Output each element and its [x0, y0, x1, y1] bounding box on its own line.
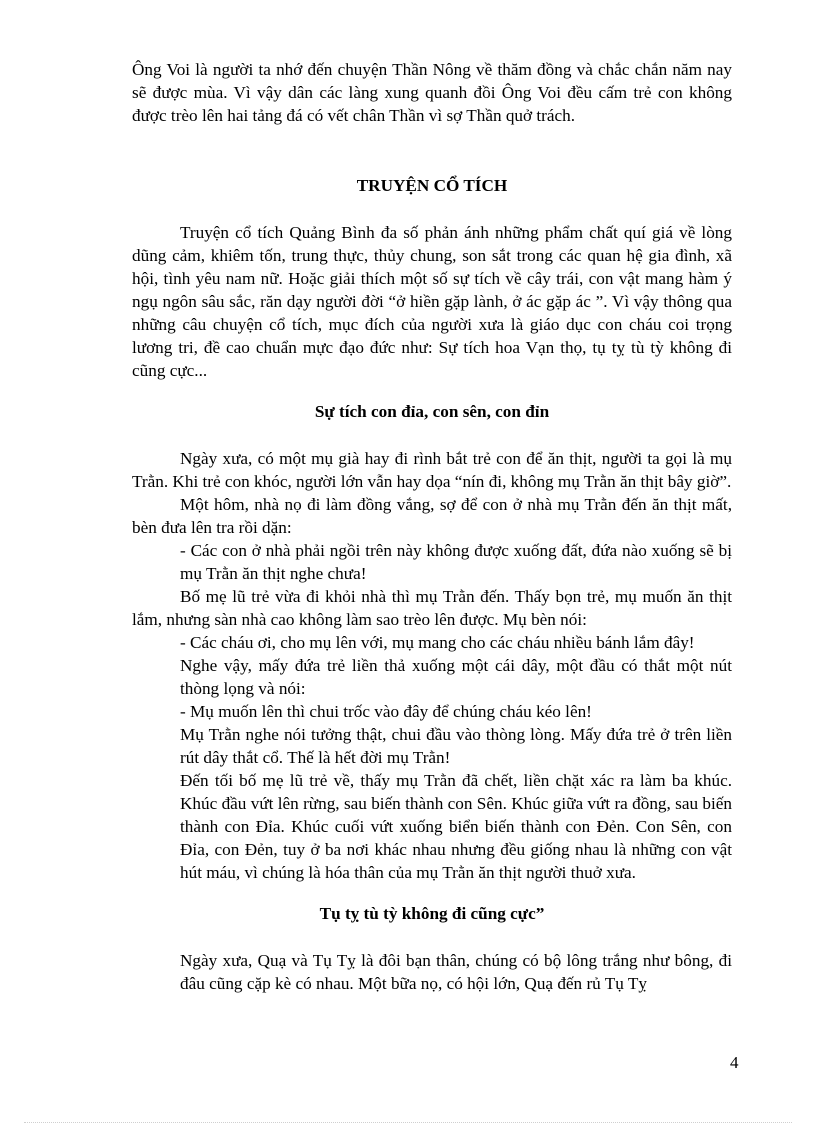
story1-paragraph-2: Một hôm, nhà nọ đi làm đồng vắng, sợ để con ở nhà mụ Trằn đến ăn thịt mất, bèn đưa lên tra rồi dặn: [132, 495, 732, 537]
story-title-2: Tụ tỵ tù tỳ không đi cũng cực” [319, 904, 545, 923]
story1-paragraph-4: Nghe vậy, mấy đứa trẻ liền thả xuống một cái dây, một đầu có thắt một nút thòng lọng và nói: [180, 656, 732, 698]
story1-dialog-1: - Các con ở nhà phải ngồi trên này không được xuống đất, đứa nào xuống sẽ bị mụ Trằn ăn thịt nghe chưa! [180, 541, 732, 583]
story2-paragraph-1: Ngày xưa, Quạ và Tụ Tỵ là đôi bạn thân, chúng có bộ lông trắng như bông, đi đâu cũng cặp kè có nhau. Một bữa nọ, có hội lớn, Quạ đến rủ Tụ Tỵ [180, 951, 732, 993]
intro-paragraph: Ông Voi là người ta nhớ đến chuyện Thần Nông về thăm đồng và chắc chắn năm nay sẽ được mùa. Vì vậy dân các làng xung quanh đồi Ông Voi đều cấm trẻ con không được trèo lên hai tảng đá có vết chân Thần vì sợ Thần quở trách. [132, 60, 732, 125]
story1-paragraph-3: Bố mẹ lũ trẻ vừa đi khỏi nhà thì mụ Trằn đến. Thấy bọn trẻ, mụ muốn ăn thịt lắm, nhưng sàn nhà cao không làm sao trèo lên được. Mụ bèn nói: [132, 587, 732, 629]
story1-dialog-2: - Các cháu ơi, cho mụ lên với, mụ mang cho các cháu nhiều bánh lắm đây! [180, 633, 695, 652]
page-number: 4 [730, 1053, 739, 1072]
story1-paragraph-6: Đến tối bố mẹ lũ trẻ về, thấy mụ Trằn đã chết, liền chặt xác ra làm ba khúc. Khúc đầu vứt lên rừng, sau biến thành con Sên. Khúc giữa vứt ra đồng, sau biến thành con Đỉa. Khúc cuối vứt xuống biển biến thành con Đẻn. Con Sên, con Đỉa, con Đẻn, tuy ở ba nơi khác nhau nhưng đều giống nhau là những con vật hút máu, vì chúng là hóa thân của mụ Trằn ăn thịt người thuở xưa. [180, 771, 732, 882]
section-intro-paragraph: Truyện cổ tích Quảng Bình đa số phản ánh những phẩm chất quí giá về lòng dũng cảm, khiêm tốn, trung thực, thủy chung, son sắt trong các quan hệ gia đình, xã hội, tình yêu nam nữ. Hoặc giải thích một số sự tích về cây trái, con vật mang hàm ý ngụ ngôn sâu sắc, răn dạy người đời “ở hiền gặp lành, ở ác gặp ác ”. Vì vậy thông qua những câu chuyện cổ tích, mục đích của người xưa là giáo dục con cháu coi trọng lương tri, đề cao chuẩn mực đạo đức như: Sự tích hoa Vạn thọ, tụ tỵ tù tỳ không đi cũng cực... [132, 223, 732, 380]
story1-paragraph-1: Ngày xưa, có một mụ già hay đi rình bắt trẻ con để ăn thịt, người ta gọi là mụ Trằn. Khi trẻ con khóc, người lớn vẫn hay dọa “nín đi, không mụ Trằn ăn thịt bây giờ”. [132, 449, 732, 491]
section-title: TRUYỆN CỔ TÍCH [356, 176, 508, 195]
story1-dialog-3: - Mụ muốn lên thì chui trốc vào đây để chúng cháu kéo lên! [180, 702, 592, 721]
story1-paragraph-5: Mụ Trằn nghe nói tưởng thật, chui đầu vào thòng lòng. Mấy đứa trẻ ở trên liền rút dây thắt cổ. Thế là hết đời mụ Trằn! [180, 725, 732, 767]
document-page [132, 58, 732, 995]
story-title-1: Sự tích con đỉa, con sên, con đỉn [314, 402, 550, 421]
